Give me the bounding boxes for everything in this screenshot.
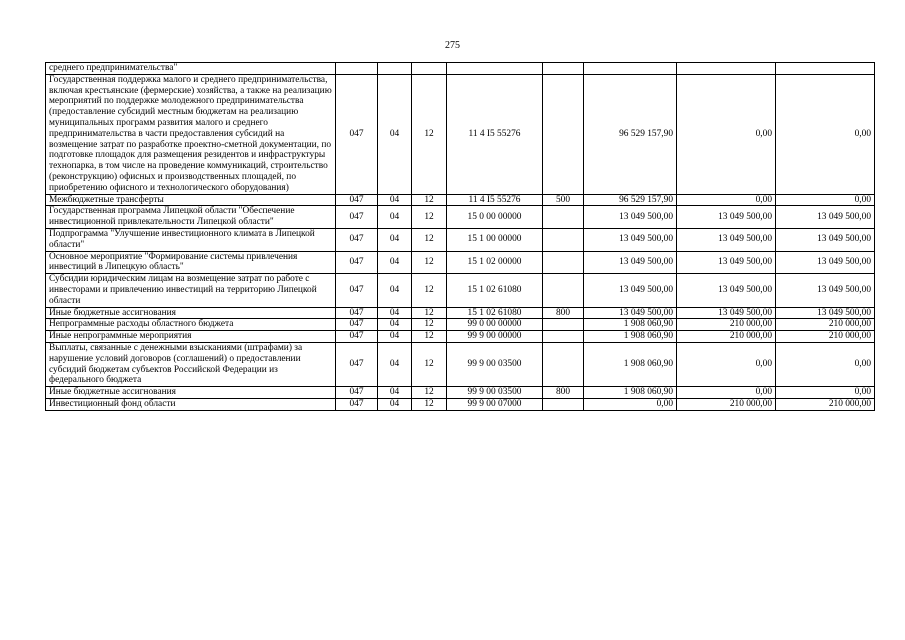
- row-name-cell: Межбюджетные трансферты: [46, 194, 336, 206]
- expense-type-cell: 500: [543, 194, 584, 206]
- expense-type-cell: [543, 63, 584, 75]
- target-article-cell: 99 9 00 07000: [447, 398, 543, 410]
- target-article-cell: 11 4 I5 55276: [447, 74, 543, 194]
- expense-type-cell: [543, 251, 584, 274]
- subsection-cell: 12: [412, 206, 447, 229]
- ministry-code-cell: 047: [336, 319, 378, 331]
- section-cell: 04: [378, 206, 412, 229]
- ministry-code-cell: 047: [336, 251, 378, 274]
- subsection-cell: 12: [412, 342, 447, 386]
- subsection-cell: 12: [412, 319, 447, 331]
- target-article-cell: 15 0 00 00000: [447, 206, 543, 229]
- amount-year2-cell: 0,00: [677, 74, 776, 194]
- expense-type-cell: [543, 342, 584, 386]
- row-name-cell: Непрограммные расходы областного бюджета: [46, 319, 336, 331]
- section-cell: 04: [378, 194, 412, 206]
- row-name-cell: Иные бюджетные ассигнования: [46, 387, 336, 399]
- target-article-cell: [447, 63, 543, 75]
- amount-year2-cell: 13 049 500,00: [677, 307, 776, 319]
- amount-year2-cell: 210 000,00: [677, 331, 776, 343]
- ministry-code-cell: 047: [336, 331, 378, 343]
- amount-year2-cell: [677, 63, 776, 75]
- target-article-cell: 99 9 00 03500: [447, 387, 543, 399]
- expense-type-cell: 800: [543, 307, 584, 319]
- amount-year3-cell: 0,00: [776, 342, 875, 386]
- amount-year1-cell: 96 529 157,90: [584, 74, 677, 194]
- amount-year1-cell: 96 529 157,90: [584, 194, 677, 206]
- table-row: [46, 307, 875, 319]
- amount-year3-cell: 13 049 500,00: [776, 274, 875, 307]
- amount-year2-cell: 13 049 500,00: [677, 274, 776, 307]
- ministry-code-cell: 047: [336, 228, 378, 251]
- amount-year3-cell: 13 049 500,00: [776, 206, 875, 229]
- amount-year2-cell: 0,00: [677, 342, 776, 386]
- amount-year1-cell: 13 049 500,00: [584, 206, 677, 229]
- table-row: [46, 228, 875, 251]
- target-article-cell: 99 0 00 00000: [447, 319, 543, 331]
- section-cell: 04: [378, 274, 412, 307]
- row-name-cell: Подпрограмма "Улучшение инвестиционного климата в Липецкой области": [46, 228, 336, 251]
- amount-year2-cell: 210 000,00: [677, 319, 776, 331]
- subsection-cell: 12: [412, 387, 447, 399]
- row-name-cell: Иные непрограммные мероприятия: [46, 331, 336, 343]
- expense-type-cell: [543, 206, 584, 229]
- amount-year2-cell: 0,00: [677, 387, 776, 399]
- section-cell: 04: [378, 307, 412, 319]
- section-cell: 04: [378, 342, 412, 386]
- subsection-cell: 12: [412, 194, 447, 206]
- subsection-cell: 12: [412, 331, 447, 343]
- expense-type-cell: [543, 319, 584, 331]
- table-row: [46, 319, 875, 331]
- table-row: [46, 194, 875, 206]
- amount-year1-cell: 1 908 060,90: [584, 319, 677, 331]
- amount-year3-cell: 0,00: [776, 194, 875, 206]
- amount-year3-cell: 210 000,00: [776, 398, 875, 410]
- table-row: [46, 398, 875, 410]
- expense-type-cell: [543, 228, 584, 251]
- amount-year3-cell: 210 000,00: [776, 331, 875, 343]
- page-number: 275: [445, 40, 460, 51]
- amount-year3-cell: 0,00: [776, 387, 875, 399]
- table-row: [46, 274, 875, 307]
- section-cell: [378, 63, 412, 75]
- subsection-cell: 12: [412, 251, 447, 274]
- section-cell: 04: [378, 251, 412, 274]
- section-cell: 04: [378, 228, 412, 251]
- amount-year1-cell: 13 049 500,00: [584, 274, 677, 307]
- row-name-cell: Государственная поддержка малого и среднего предпринимательства, включая крестьянские (фермерские) хозяйства, а также на реализацию мероприятий по поддержке молодежного предпринимательства (предоставление субсидий местным бюджетам на реализацию муниципальных программ развития малого и среднего предпринимательства в части предоставления субсидий на возмещение затрат по разработке проектно-сметной документации, по подготовке площадок для размещения резидентов и инфраструктуры технопарка, в том числе на проведение коммуникаций, строительство (реконструкцию) офисных и производственных площадей, по приобретению офисного и технологического оборудования): [46, 74, 336, 194]
- subsection-cell: [412, 63, 447, 75]
- subsection-cell: 12: [412, 398, 447, 410]
- amount-year2-cell: 13 049 500,00: [677, 206, 776, 229]
- table-row: [46, 331, 875, 343]
- ministry-code-cell: 047: [336, 194, 378, 206]
- target-article-cell: 99 9 00 00000: [447, 331, 543, 343]
- section-cell: 04: [378, 387, 412, 399]
- amount-year1-cell: 1 908 060,90: [584, 331, 677, 343]
- amount-year1-cell: 1 908 060,90: [584, 387, 677, 399]
- table-row: [46, 206, 875, 229]
- amount-year3-cell: 13 049 500,00: [776, 251, 875, 274]
- section-cell: 04: [378, 398, 412, 410]
- row-name-cell: Выплаты, связанные с денежными взысканиями (штрафами) за нарушение условий договоров (соглашений) о предоставлении субсидий бюджетам субъектов Российской Федерации из федерального бюджета: [46, 342, 336, 386]
- amount-year1-cell: 0,00: [584, 398, 677, 410]
- amount-year1-cell: 13 049 500,00: [584, 307, 677, 319]
- target-article-cell: 99 9 00 03500: [447, 342, 543, 386]
- section-cell: 04: [378, 74, 412, 194]
- target-article-cell: 15 1 02 61080: [447, 307, 543, 319]
- subsection-cell: 12: [412, 307, 447, 319]
- budget-table: [45, 62, 875, 411]
- target-article-cell: 11 4 I5 55276: [447, 194, 543, 206]
- amount-year2-cell: 0,00: [677, 194, 776, 206]
- ministry-code-cell: 047: [336, 398, 378, 410]
- amount-year3-cell: [776, 63, 875, 75]
- amount-year2-cell: 13 049 500,00: [677, 251, 776, 274]
- amount-year1-cell: [584, 63, 677, 75]
- section-cell: 04: [378, 319, 412, 331]
- table-row: [46, 74, 875, 194]
- section-cell: 04: [378, 331, 412, 343]
- ministry-code-cell: 047: [336, 274, 378, 307]
- ministry-code-cell: 047: [336, 307, 378, 319]
- expense-type-cell: [543, 331, 584, 343]
- row-name-cell: Основное мероприятие "Формирование системы привлечения инвестиций в Липецкую область": [46, 251, 336, 274]
- amount-year1-cell: 13 049 500,00: [584, 228, 677, 251]
- subsection-cell: 12: [412, 228, 447, 251]
- amount-year3-cell: 13 049 500,00: [776, 228, 875, 251]
- amount-year1-cell: 13 049 500,00: [584, 251, 677, 274]
- table-row: [46, 387, 875, 399]
- target-article-cell: 15 1 02 00000: [447, 251, 543, 274]
- amount-year3-cell: 210 000,00: [776, 319, 875, 331]
- row-name-cell: Иные бюджетные ассигнования: [46, 307, 336, 319]
- row-name-cell: Инвестиционный фонд области: [46, 398, 336, 410]
- expense-type-cell: [543, 74, 584, 194]
- ministry-code-cell: [336, 63, 378, 75]
- ministry-code-cell: 047: [336, 74, 378, 194]
- expense-type-cell: [543, 398, 584, 410]
- row-name-cell: Государственная программа Липецкой области "Обеспечение инвестиционной привлекательности Липецкой области": [46, 206, 336, 229]
- ministry-code-cell: 047: [336, 342, 378, 386]
- target-article-cell: 15 1 00 00000: [447, 228, 543, 251]
- table-row: [46, 342, 875, 386]
- expense-type-cell: [543, 274, 584, 307]
- amount-year3-cell: 13 049 500,00: [776, 307, 875, 319]
- row-name-cell: Субсидии юридическим лицам на возмещение затрат по работе с инвесторами и привлечению инвестиций на территорию Липецкой области: [46, 274, 336, 307]
- ministry-code-cell: 047: [336, 206, 378, 229]
- amount-year2-cell: 210 000,00: [677, 398, 776, 410]
- subsection-cell: 12: [412, 274, 447, 307]
- amount-year1-cell: 1 908 060,90: [584, 342, 677, 386]
- row-name-cell: среднего предпринимательства": [46, 63, 336, 75]
- amount-year2-cell: 13 049 500,00: [677, 228, 776, 251]
- expense-type-cell: 800: [543, 387, 584, 399]
- amount-year3-cell: 0,00: [776, 74, 875, 194]
- ministry-code-cell: 047: [336, 387, 378, 399]
- table-row: [46, 251, 875, 274]
- target-article-cell: 15 1 02 61080: [447, 274, 543, 307]
- table-row: [46, 63, 875, 75]
- subsection-cell: 12: [412, 74, 447, 194]
